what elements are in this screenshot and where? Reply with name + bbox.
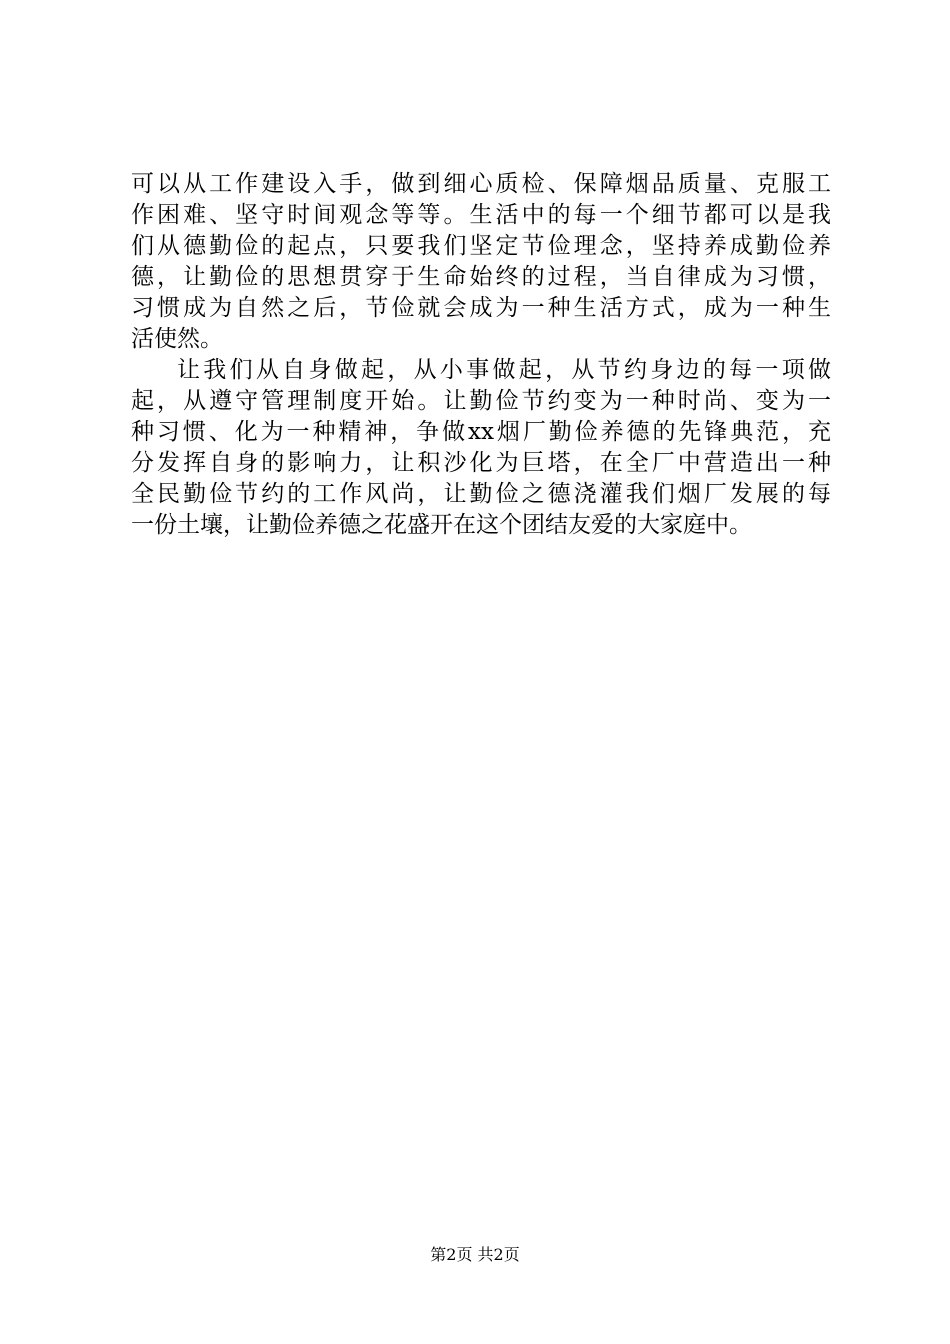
paragraph-line: 活使然。 (131, 326, 223, 352)
page-footer: 第2页 共2页 (430, 1245, 520, 1264)
paragraph-line: 习惯成为自然之后，节俭就会成为一种生活方式，成为一种生 (131, 295, 831, 321)
paragraph-line: 起，从遵守管理制度开始。让勤俭节约变为一种时尚、变为一 (131, 388, 831, 414)
paragraph-line: 让我们从自身做起，从小事做起，从节约身边的每一项做 (177, 357, 831, 383)
paragraph-line: 作困难、坚守时间观念等等。生活中的每一个细节都可以是我 (131, 202, 831, 228)
paragraph-line: 德，让勤俭的思想贯穿于生命始终的过程，当自律成为习惯， (131, 264, 831, 290)
paragraph-1 (131, 169, 831, 355)
paragraph-line: 分发挥自身的影响力，让积沙化为巨塔，在全厂中营造出一种 (131, 450, 831, 476)
paragraph-2 (131, 355, 831, 541)
paragraph-line: 一份土壤，让勤俭养德之花盛开在这个团结友爱的大家庭中。 (131, 512, 752, 538)
paragraph-line: 全民勤俭节约的工作风尚，让勤俭之德浇灌我们烟厂发展的每 (131, 481, 831, 507)
document-body (131, 169, 831, 541)
paragraph-line: 种习惯、化为一种精神，争做xx烟厂勤俭养德的先锋典范，充 (131, 419, 831, 445)
paragraph-line: 可以从工作建设入手，做到细心质检、保障烟品质量、克服工 (131, 171, 831, 197)
paragraph-line: 们从德勤俭的起点，只要我们坚定节俭理念，坚持养成勤俭养 (131, 233, 831, 259)
